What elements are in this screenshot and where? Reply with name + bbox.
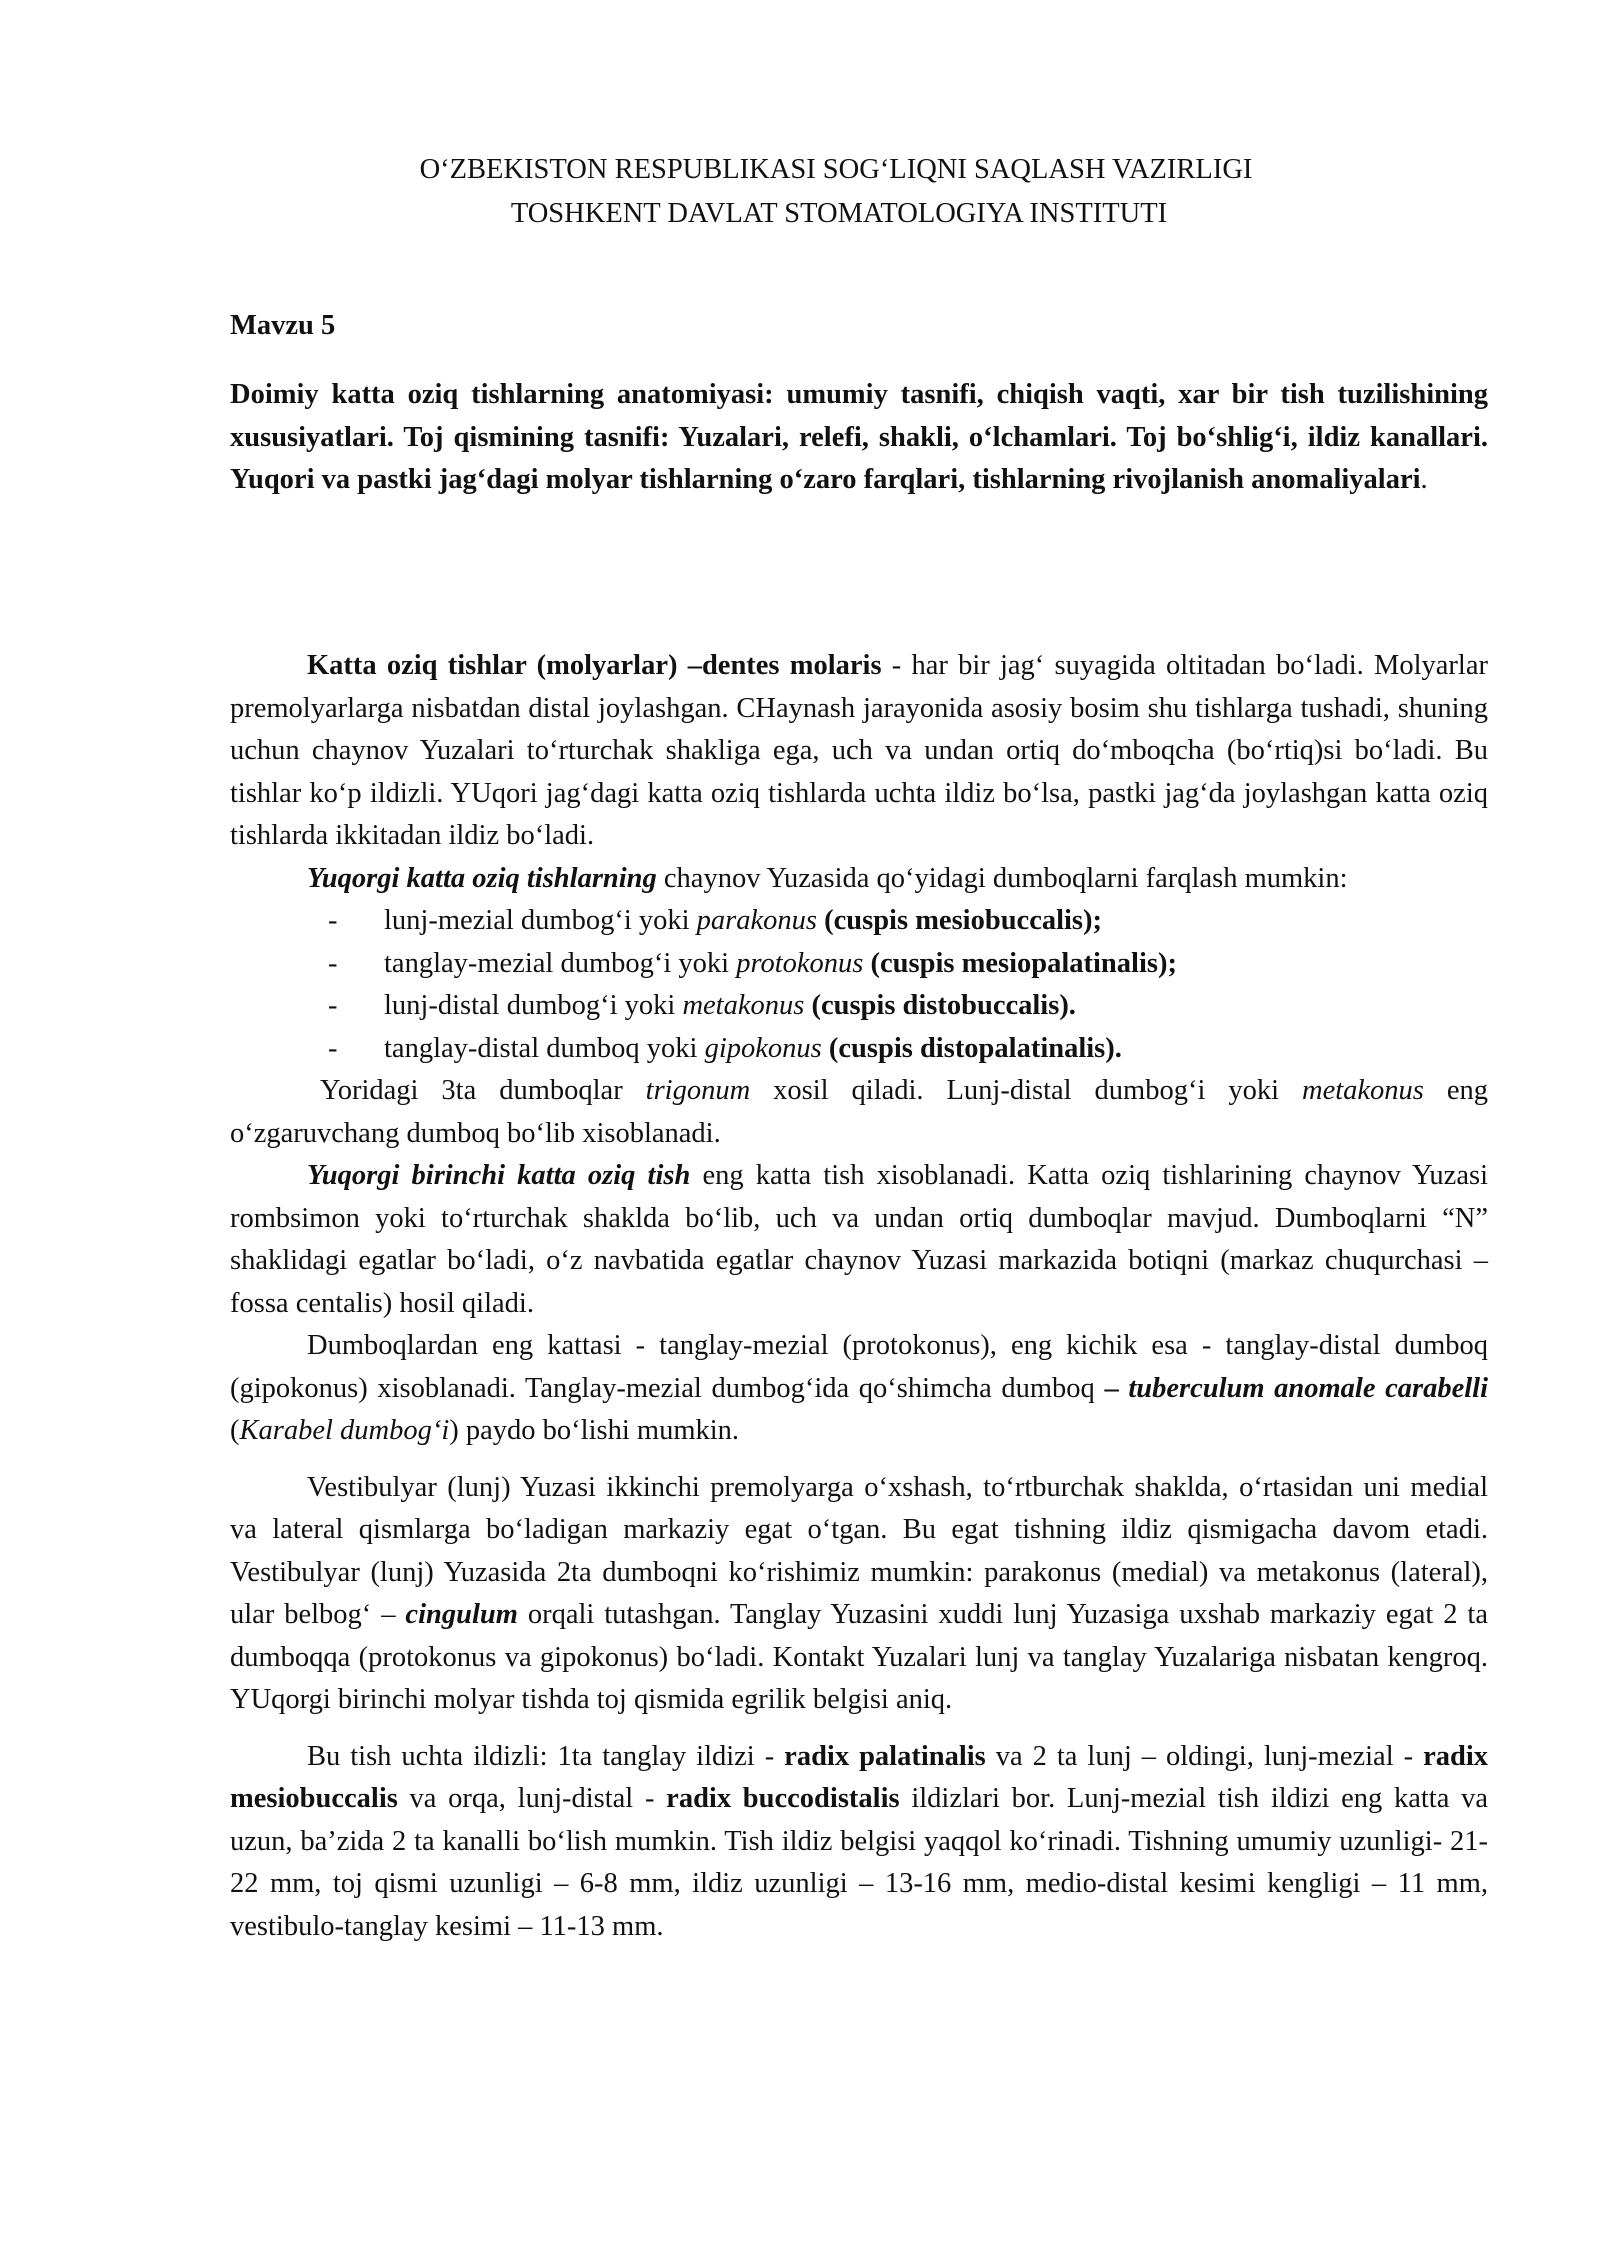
- paragraph-text: Yoridagi 3ta dumboqlar: [320, 1075, 646, 1106]
- paragraph-text: - har bir jag‘ suyagida oltitadan bo‘ladi. Molyarlar premolyarlarga nisbatdan distal joylashgan. CHaynash jarayonida asosiy bosim shu tishlarga tushadi, shuning uchun chaynov Yuzalari to‘rturchak shakliga ega, uch va undan ortiq do‘mboqcha (bo‘rtiq)si bo‘ladi. Bu tishlar ko‘p ildizli. YUqori jag‘dagi katta oziq tishlarda uchta ildiz bo‘lsa, pastki jag‘da joylashgan katta oziq tishlarda ikkitadan ildiz bo‘ladi.: [230, 650, 1488, 851]
- term-dentes-molaris: Katta oziq tishlar (molyarlar) –dentes molaris: [307, 650, 882, 681]
- list-item: [230, 985, 1488, 1028]
- paragraph-upper-molars-cusps: [230, 858, 1488, 901]
- institute-name: TOSHKENT DAVLAT STOMATOLOGIYA INSTITUTI: [510, 198, 1168, 229]
- paragraph-text: Vestibulyar (lunj) Yuzasi ikkinchi premolyarga o‘xshash, to‘rtburchak shaklda, o‘rtasidan uni medial va lateral qismlarga bo‘ladigan markaziy egat o‘tgan. Bu egat tishning ildiz qismigacha davom etadi. Vestibulyar (lunj) Yuzasida 2ta dumboqni ko‘rishimiz mumkin: parakonus (medial) va metakonus (lateral), ular belbog‘ –: [230, 1471, 1488, 1630]
- list-item-text: lunj-distal dumbog‘i yoki: [384, 990, 683, 1021]
- list-dash: -: [328, 990, 338, 1021]
- paragraph-text: [1119, 1373, 1129, 1404]
- paragraph-text: orqali tutashgan. Tanglay Yuzasini xuddi lunj Yuzasiga uxshab markaziy egat 2 ta dumboqqa (protokonus va gipokonus) bo‘ladi. Kontakt Yuzalari lunj va tanglay Yuzalariga nisbatan kengroq. YUqorgi birinchi molyar tishda toj qismida egrilik belgisi aniq.: [230, 1599, 1488, 1715]
- term-radix-buccodistalis: radix buccodistalis: [666, 1783, 900, 1814]
- term-trigonum: trigonum: [645, 1075, 751, 1106]
- list-item-text: tanglay-mezial dumbog‘i yoki: [384, 947, 737, 979]
- bold-dash: –: [1104, 1372, 1119, 1404]
- paragraph-text: ) paydo bo‘lishi mumkin.: [449, 1415, 740, 1446]
- paragraph-text: va 2 ta lunj – oldingi, lunj-mezial -: [985, 1740, 1424, 1772]
- paragraph-carabelli: [230, 1325, 1488, 1453]
- paragraph-text: Dumboqlardan eng kattasi - tanglay-mezial (protokonus), eng kichik esa - tanglay-distal dumboq (gipokonus) xisoblanadi. Tanglay-mezial dumbog‘ida qo‘shimcha dumboq: [230, 1330, 1488, 1404]
- ministry-name: O‘ZBEKISTON RESPUBLIKASI SOG‘LIQNI SAQLASH VAZIRLIGI: [419, 154, 1253, 185]
- topic-title-end: .: [1420, 464, 1428, 495]
- paragraph-text: ildizlari bor. Lunj-mezial tish ildizi eng katta va uzun, ba’zida 2 ta kanalli bo‘lish mumkin. Tish ildiz belgisi yaqqol ko‘rinadi. Tishning umumiy uzunligi- 21-22 mm, toj qismi uzunligi – 6-8 mm, ildiz uzunligi – 13-16 mm, medio-distal kesimi kengligi – 11 mm, vestibulo-tanglay kesimi – 11-13 mm.: [230, 1783, 1488, 1942]
- list-item-term: parakonus: [696, 905, 817, 936]
- paragraph-text: eng katta tish xisoblanadi. Katta oziq tishlarining chaynov Yuzasi rombsimon yoki to‘rturchak shaklda bo‘lib, uch va undan ortiq dumboqlar mavjud. Dumboqlarni “N” shaklidagi egatlar bo‘ladi, o‘z navbatida egatlar chaynov Yuzasi markazida botiqni (markaz chuqurchasi – fossa centalis) hosil qiladi.: [230, 1160, 1488, 1319]
- term-karabel: Karabel dumbog‘i: [239, 1415, 450, 1446]
- list-item-term: metakonus: [682, 990, 805, 1021]
- topic-title-text: Doimiy katta oziq tishlarning anatomiyasi: umumiy tasnifi, chiqish vaqti, xar bir tish tuzilishining xususiyatlari. Toj qismining tasnifi: Yuzalari, relefi, shakli, o‘lchamlari. Toj bo‘shlig‘i, ildiz kanallari. Yuqori va pastki jag‘dagi molyar tishlarning o‘zaro farqlari, tishlarning rivojlanish anomaliyalari: [230, 379, 1488, 495]
- list-item-latin: (cuspis distobuccalis).: [804, 990, 1076, 1021]
- paragraph-text: eng o‘zgaruvchang dumboq bo‘lib xisoblanadi.: [230, 1075, 1488, 1149]
- list-item-term: gipokonus: [704, 1032, 822, 1064]
- paragraph-text: (: [230, 1415, 240, 1446]
- list-item-term: protokonus: [736, 947, 864, 979]
- paragraph-first-upper-molar: [230, 1155, 1488, 1325]
- paragraph-text: xosil qiladi. Lunj-distal dumbog‘i yoki: [750, 1075, 1302, 1106]
- paragraph-molars-intro: [230, 645, 1488, 858]
- paragraph-text: Bu tish uchta ildizli: 1ta tanglay ildizi -: [307, 1740, 785, 1772]
- term-first-upper-molar: Yuqorgi birinchi katta oziq tish: [307, 1160, 691, 1191]
- list-dash: -: [328, 1032, 338, 1064]
- list-dash: -: [328, 905, 338, 936]
- cusp-list: [230, 900, 1488, 1070]
- list-item-latin: (cuspis mesiopalatinalis);: [863, 947, 1177, 979]
- topic-title: [230, 374, 1488, 502]
- paragraph-text: chaynov Yuzasida qo‘yidagi dumboqlarni farqlash mumkin:: [656, 862, 1348, 894]
- term-radix-palatinalis: radix palatinalis: [784, 1740, 986, 1772]
- document-header: [0, 148, 1600, 236]
- term-tuberculum-carabelli: tuberculum anomale carabelli: [1128, 1372, 1488, 1404]
- list-item-latin: (cuspis mesiobuccalis);: [817, 905, 1102, 936]
- paragraph-vestibular-surface: [230, 1467, 1488, 1722]
- list-item: [230, 943, 1488, 986]
- paragraph-trigonum: [230, 1070, 1488, 1155]
- term-cingulum: cingulum: [405, 1599, 518, 1630]
- list-item-latin: (cuspis distopalatinalis).: [821, 1032, 1122, 1064]
- document-body: [230, 645, 1488, 1948]
- paragraph-roots: [230, 1736, 1488, 1949]
- list-item: [230, 1028, 1488, 1071]
- list-item-text: lunj-mezial dumbog‘i yoki: [384, 905, 697, 936]
- list-dash: -: [328, 947, 338, 979]
- topic-label: Mavzu 5: [230, 310, 336, 341]
- list-item-text: tanglay-distal dumboq yoki: [384, 1032, 705, 1064]
- term-radix-mesiobuccalis: radix mesiobuccalis: [230, 1740, 1488, 1814]
- term-metakonus: metakonus: [1301, 1075, 1424, 1106]
- term-upper-molars: Yuqorgi katta oziq tishlarning: [307, 862, 657, 894]
- list-item: [230, 900, 1488, 943]
- paragraph-text: va orqa, lunj-distal -: [397, 1783, 667, 1814]
